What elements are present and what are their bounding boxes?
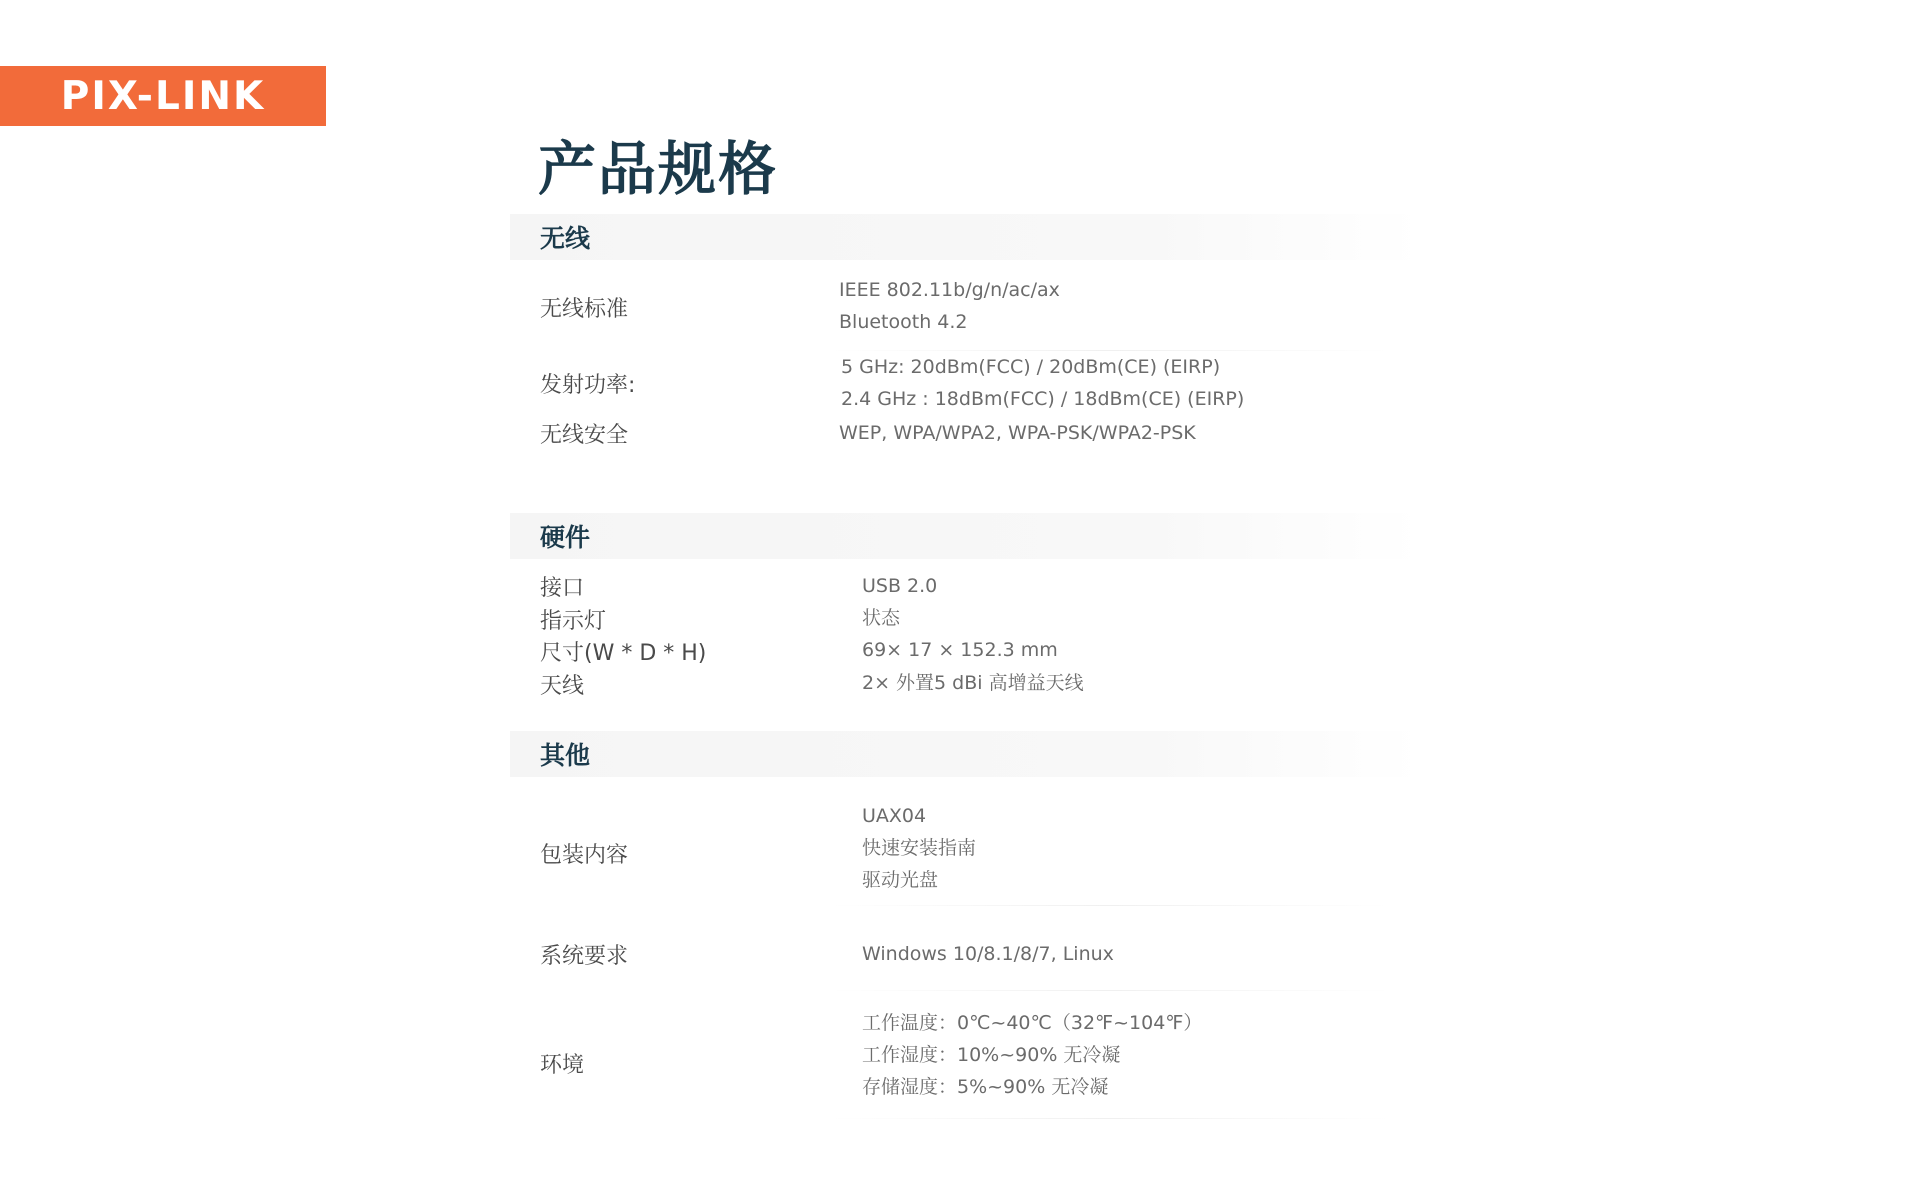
spec-value-line: UAX04 [862, 805, 927, 827]
spec-value-indicator [862, 602, 900, 634]
spec-value-line: IEEE 802.11b/g/n/ac/ax [839, 279, 1060, 301]
spec-value-wireless-security [839, 417, 1196, 449]
brand-logo [0, 66, 326, 126]
section-header-other [510, 731, 1420, 777]
spec-value-line: 2× 外置5 dBi 高增益天线 [862, 672, 1084, 694]
spec-value-line: 2.4 GHz : 18dBm(FCC) / 18dBm(CE) (EIRP) [841, 388, 1245, 410]
spec-label-tx-power: 发射功率: [540, 373, 636, 398]
spec-value-line: 5 GHz: 20dBm(FCC) / 20dBm(CE) (EIRP) [841, 356, 1221, 378]
spec-value-line: Bluetooth 4.2 [839, 311, 968, 333]
section-title-wireless: 无线 [540, 224, 591, 253]
spec-value-interface [862, 570, 937, 602]
section-title-other: 其他 [540, 741, 591, 770]
spec-label-interface: 接口 [540, 576, 585, 601]
spec-value-dimensions [862, 634, 1058, 666]
spec-label-package: 包装内容 [540, 843, 629, 868]
spec-label-environment: 环境 [540, 1053, 585, 1078]
spec-value-line: 69× 17 × 152.3 mm [862, 639, 1058, 661]
spec-label-system-requirements: 系统要求 [540, 944, 629, 969]
section-header-wireless [510, 214, 1420, 260]
spec-value-line: 工作湿度：10%~90% 无冷凝 [862, 1044, 1121, 1066]
spec-value-package [862, 800, 976, 896]
page-title: 产品规格 [538, 135, 779, 203]
row-divider [830, 990, 1390, 991]
spec-value-line: WEP, WPA/WPA2, WPA-PSK/WPA2-PSK [839, 422, 1196, 444]
spec-value-line: USB 2.0 [862, 575, 938, 597]
spec-value-line: 驱动光盘 [862, 869, 939, 891]
spec-value-line: 存储湿度：5%~90% 无冷凝 [862, 1076, 1109, 1098]
brand-logo-text: PIX-LINK [60, 73, 266, 119]
spec-value-environment [862, 1007, 1202, 1103]
spec-value-antenna [862, 667, 1084, 699]
spec-label-dimensions: 尺寸(W * D * H) [540, 641, 707, 666]
spec-value-line: 工作温度：0℃~40℃（32℉~104℉） [862, 1012, 1203, 1034]
spec-label-indicator: 指示灯 [540, 609, 607, 634]
section-title-hardware: 硬件 [540, 523, 591, 552]
spec-value-system-requirements [862, 938, 1114, 970]
spec-label-antenna: 天线 [540, 674, 585, 699]
spec-label-wireless-security: 无线安全 [540, 423, 629, 448]
section-header-hardware [510, 513, 1420, 559]
spec-value-line: 快速安装指南 [862, 837, 977, 859]
row-divider [830, 1118, 1390, 1119]
spec-value-line: Windows 10/8.1/8/7, Linux [862, 943, 1114, 965]
spec-value-tx-power [841, 351, 1244, 415]
row-divider [830, 905, 1390, 906]
spec-value-wireless-standard [839, 274, 1060, 338]
spec-label-wireless-standard: 无线标准 [540, 297, 629, 322]
spec-value-line: 状态 [862, 607, 901, 629]
